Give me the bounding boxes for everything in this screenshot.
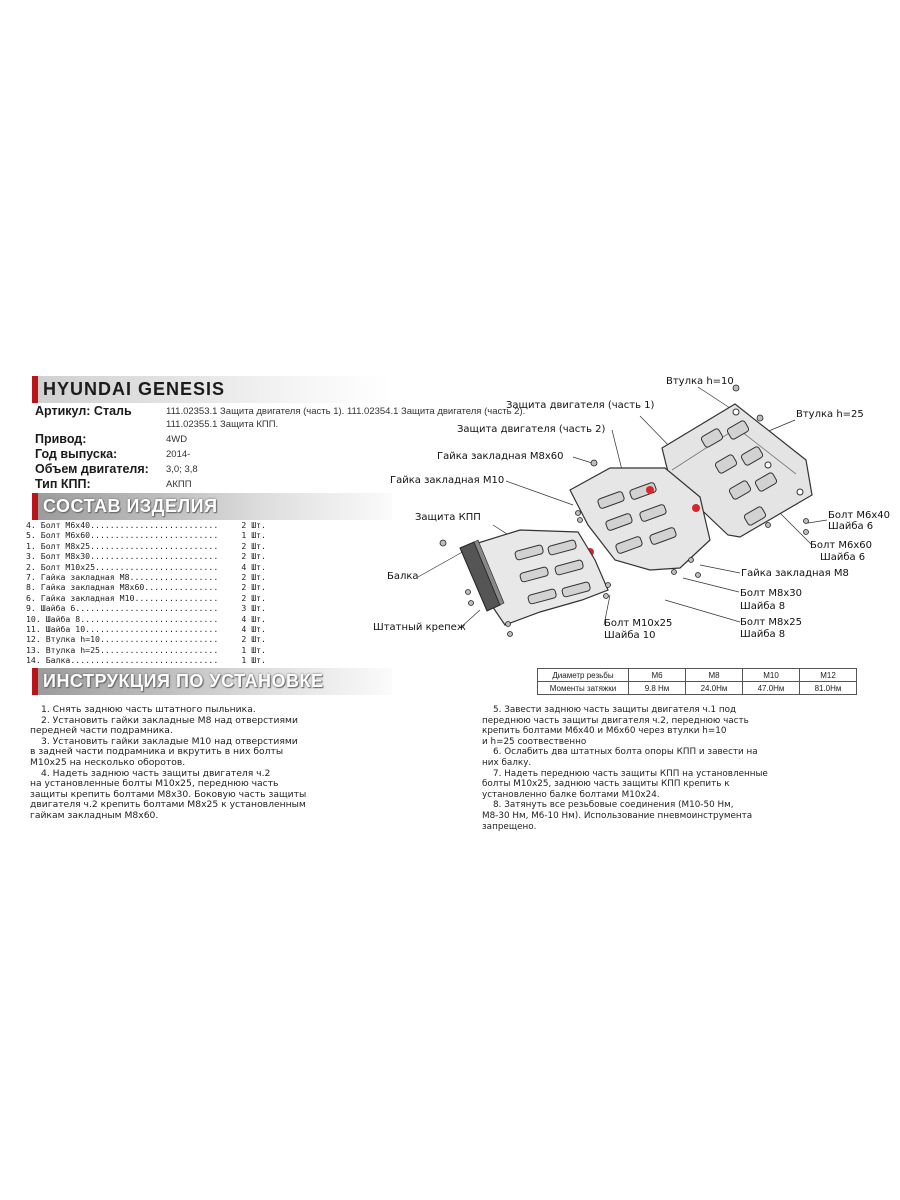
instr-line: болты М10х25, заднюю часть защиты КПП крепить к — [482, 779, 730, 790]
instr-line: 5. Завести заднюю часть защиты двигателя ч.1 под — [493, 705, 737, 715]
instr-line: 1. Снять заднюю часть штатного пыльника. — [41, 704, 256, 715]
instructions-title: ИНСТРУКЦИЯ ПО УСТАНОВКЕ — [43, 671, 324, 691]
callout-washer-6b: Шайба 6 — [820, 552, 866, 563]
part-name: 14. Балка.............................. — [26, 655, 219, 666]
callout-vtulka-25: Втулка h=25 — [796, 409, 864, 420]
instr-line: 7. Надеть переднюю часть защиты КПП на установленные — [493, 768, 768, 779]
part-qty: 4 Шт. — [241, 613, 266, 624]
gearbox-label: Тип КПП: — [35, 477, 91, 491]
table-cell: 9.8 Нм — [629, 682, 686, 695]
composition-title: СОСТАВ ИЗДЕЛИЯ — [43, 496, 218, 516]
instr-line: крепить болтами М6х40 и М6х60 через втулки h=10 — [482, 726, 727, 737]
callout-bolt-m6x40: Болт М6х40 — [828, 510, 891, 521]
instr-line: М8-30 Нм, М6-10 Нм). Использование пневмоинструмента — [482, 810, 753, 821]
year-value: 2014- — [166, 449, 191, 460]
callout-standard-fasteners: Штатный крепеж — [373, 622, 466, 633]
part-qty: 4 Шт. — [241, 561, 266, 572]
instr-line: 2. Установить гайки закладные М8 над отверстиями — [41, 714, 298, 726]
part-qty: 2 Шт. — [241, 540, 266, 551]
part-qty: 1 Шт. — [241, 655, 266, 666]
callout-nut-m8x60: Гайка закладная М8х60 — [437, 451, 564, 462]
part-name: 12. Втулка h=10........................ — [26, 634, 219, 645]
instr-line: установленно балке болтами М10х24. — [482, 789, 660, 800]
callout-washer-8a: Шайба 8 — [740, 601, 786, 612]
callout-kpp-guard: Защита КПП — [415, 512, 481, 523]
part-name: 2. Болт М10х25......................... — [26, 561, 219, 572]
marker-red — [646, 486, 654, 494]
part-qty: 3 Шт. — [241, 603, 266, 614]
table-cell: М12 — [800, 669, 857, 682]
part-qty: 2 Шт. — [241, 634, 266, 645]
table-cell: М8 — [686, 669, 743, 682]
table-cell: 47.0Нм — [743, 682, 800, 695]
instr-line: и h=25 соотвественно — [482, 736, 587, 747]
instr-line: 4. Надеть заднюю часть защиты двигателя ч.2 — [41, 767, 271, 779]
part-name: 9. Шайба 6............................. — [26, 603, 219, 614]
callout-bolt-m8x25: Болт М8х25 — [740, 617, 803, 628]
part-name: 4. Болт М6х40.......................... — [26, 520, 219, 530]
table-cell: М6 — [629, 669, 686, 682]
part-qty: 1 Шт. — [241, 644, 266, 655]
article-label: Артикул: Сталь — [35, 404, 132, 418]
drive-label: Привод: — [35, 432, 87, 446]
engine-value: 3,0; 3,8 — [166, 464, 198, 475]
callout-washer-6a: Шайба 6 — [828, 521, 874, 532]
drive-value: 4WD — [166, 434, 188, 445]
year-label: Год выпуска: — [35, 447, 118, 461]
article-line-2: 111.02355.1 Защита КПП. — [166, 419, 279, 430]
part-qty: 2 Шт. — [241, 592, 266, 603]
table-cell: 81.0Нм — [800, 682, 857, 695]
callout-vtulka-10: Втулка h=10 — [666, 376, 734, 387]
gearbox-value: АКПП — [166, 479, 192, 490]
part-name: 7. Гайка закладная М8.................. — [26, 571, 219, 582]
callout-bolt-m6x60: Болт М6х60 — [810, 540, 873, 551]
instr-line: переднюю часть защиты двигателя ч.2, переднюю часть — [482, 715, 749, 726]
part-qty: 2 Шт. — [241, 582, 266, 593]
part-name: 5. Болт М6х60.......................... — [26, 530, 219, 541]
part-qty: 4 Шт. — [241, 623, 266, 634]
part-name: 8. Гайка закладная М8х60............... — [26, 582, 219, 593]
callout-nut-m8: Гайка закладная М8 — [741, 568, 849, 579]
callout-bolt-m8x30: Болт М8х30 — [740, 588, 803, 599]
part-qty: 1 Шт. — [241, 530, 266, 541]
instr-line: запрещено. — [482, 821, 537, 832]
part-qty: 2 Шт. — [241, 551, 266, 562]
instr-line: на установленные болты М10х25, переднюю часть — [30, 778, 279, 790]
callout-nut-m10: Гайка закладная М10 — [390, 475, 505, 486]
callout-engine-part2: Защита двигателя (часть 2) — [457, 424, 606, 435]
part-name: 13. Втулка h=25........................ — [26, 644, 219, 655]
part-name: 1. Болт М8х25.......................... — [26, 540, 219, 551]
part-name: 11. Шайба 10........................... — [26, 623, 219, 634]
table-cell: Диаметр резьбы — [538, 669, 629, 682]
part-name: 6. Гайка закладная М10................. — [26, 592, 219, 603]
instr-line: защиты крепить болтами М8х30. Боковую часть защиты — [30, 788, 307, 800]
article-line-1: 111.02353.1 Защита двигателя (часть 1). 111.02354.1 Защита двигателя (часть 2). — [166, 406, 526, 417]
callout-beam: Балка — [387, 571, 419, 582]
table-cell: 24.0Нм — [686, 682, 743, 695]
part-name: 10. Шайба 8............................ — [26, 613, 219, 624]
callout-bolt-m10x25: Болт М10х25 — [604, 618, 673, 629]
instr-line: гайкам закладным М8х60. — [30, 809, 159, 821]
instr-line: двигателя ч.2 крепить болтами М8х25 к установленным — [30, 799, 306, 811]
callout-washer-10: Шайба 10 — [604, 630, 656, 641]
product-title: HYUNDAI GENESIS — [43, 379, 226, 399]
instr-line: в задней части подрамника и вкрутить в них болты — [30, 746, 284, 758]
engine-label: Объем двигателя: — [35, 462, 149, 476]
marker-red — [692, 504, 700, 512]
instr-line: них балку. — [482, 757, 532, 768]
part-name: 3. Болт М8х30.......................... — [26, 551, 219, 562]
part-qty: 2 Шт. — [241, 571, 266, 582]
instr-line: М10х25 на несколько оборотов. — [30, 756, 186, 768]
part-qty: 2 Шт. — [241, 520, 266, 530]
callout-washer-8b: Шайба 8 — [740, 629, 786, 640]
table-cell: М10 — [743, 669, 800, 682]
instr-line: 3. Установить гайки закладые М10 над отверстиями — [41, 735, 298, 747]
callout-engine-part1: Защита двигателя (часть 1) — [506, 400, 655, 411]
instr-line: 8. Затянуть все резьбовые соединения (М10-50 Нм, — [493, 800, 734, 811]
instr-line: 6. Ослабить два штатных болта опоры КПП и завести на — [493, 747, 758, 758]
instr-line: передней части подрамника. — [30, 725, 173, 737]
table-cell: Моменты затяжки — [538, 682, 629, 695]
